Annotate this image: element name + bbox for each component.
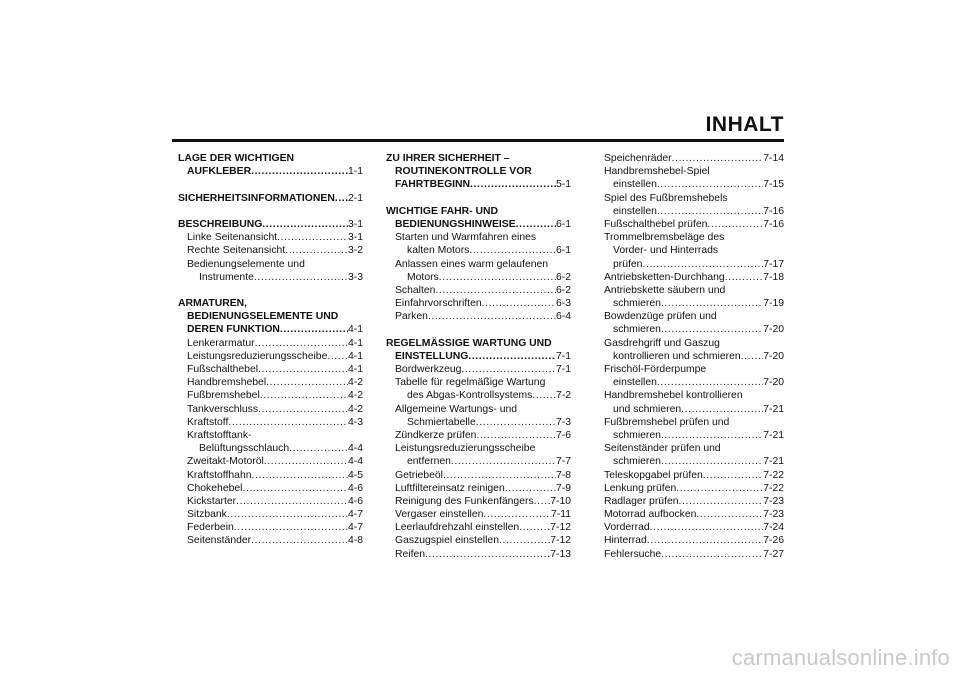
dot-leader <box>258 363 348 376</box>
toc-entry[interactable] <box>178 469 363 482</box>
toc-entry[interactable] <box>604 495 784 508</box>
section-gap <box>178 178 363 191</box>
dot-leader <box>234 521 348 534</box>
toc-entry-title: Motorrad aufbocken <box>604 509 697 521</box>
toc-page-number: 2-1 <box>347 192 363 204</box>
toc-entry-title: WICHTIGE FAHR- UND <box>386 205 498 217</box>
toc-page-number: 4-7 <box>347 522 363 534</box>
dot-leader <box>425 548 550 561</box>
dot-leader <box>657 205 763 218</box>
toc-entry[interactable] <box>386 429 571 442</box>
dot-leader <box>428 310 556 323</box>
toc-page-number: 7-24 <box>763 522 784 534</box>
toc-page-number: 7-21 <box>763 403 784 415</box>
toc-page-number: 4-2 <box>347 377 363 389</box>
toc-entry-title: Lenkerarmatur <box>187 337 255 349</box>
toc-entry-title: BESCHREIBUNG <box>178 218 263 230</box>
dot-leader <box>476 416 556 429</box>
toc-entry-title: Spiel des Fußbremshebels <box>604 192 728 204</box>
toc-entry-title: einstellen <box>613 179 657 191</box>
dot-leader <box>228 416 348 429</box>
toc-entry[interactable] <box>386 508 571 521</box>
dot-leader <box>703 469 763 482</box>
toc-entry[interactable] <box>386 548 571 561</box>
toc-entry[interactable] <box>178 482 363 495</box>
toc-page-number: 7-2 <box>555 390 571 402</box>
toc-entry[interactable] <box>604 337 784 363</box>
toc-page-number: 4-2 <box>347 390 363 402</box>
toc-page-number: 7-12 <box>550 535 571 547</box>
dot-leader <box>461 363 556 376</box>
toc-entry[interactable] <box>386 521 571 534</box>
toc-entry-title: Bedienungselemente und <box>187 258 305 270</box>
toc-page-number: 4-6 <box>347 495 363 507</box>
toc-entry-title: DEREN FUNKTION <box>187 324 280 336</box>
dot-leader <box>505 482 556 495</box>
toc-page-number: 7-6 <box>555 429 571 441</box>
toc-entry-title: AUFKLEBER <box>187 166 252 178</box>
toc-entry-title: BEDIENUNGSHINWEISE <box>395 218 516 230</box>
dot-leader <box>242 482 348 495</box>
toc-entry[interactable] <box>386 442 571 468</box>
toc-entry-title: Reifen <box>395 548 426 560</box>
toc-entry-title: Seitenständer prüfen und <box>604 443 721 455</box>
toc-page-number: 4-4 <box>347 443 363 455</box>
toc-page-number: 7-23 <box>763 495 784 507</box>
toc-entry-title: Teleskopgabel prüfen <box>604 469 703 481</box>
dot-leader <box>476 429 556 442</box>
toc-entry[interactable] <box>178 337 363 350</box>
toc-page-number: 7-11 <box>550 509 571 521</box>
toc-entry[interactable] <box>604 469 784 482</box>
toc-entry-title: Antriebsketten-Durchhang <box>604 271 725 283</box>
toc-entry-title: FAHRTBEGINN <box>395 179 471 191</box>
dot-leader <box>327 350 348 363</box>
toc-entry[interactable] <box>178 258 363 284</box>
toc-page-number: 7-12 <box>550 522 571 534</box>
toc-entry[interactable] <box>604 389 784 415</box>
toc-entry[interactable] <box>386 469 571 482</box>
dot-leader <box>285 244 348 257</box>
toc-entry-title: Bordwerkzeug <box>395 364 462 375</box>
toc-entry[interactable] <box>386 534 571 547</box>
watermark: carmanualsonline.info <box>731 645 950 670</box>
toc-entry-title: Speichenräder <box>604 153 672 164</box>
toc-page-number: 4-1 <box>347 324 363 336</box>
toc-column-1 <box>178 152 363 548</box>
dot-leader <box>468 350 556 363</box>
dot-leader <box>672 152 764 165</box>
dot-leader <box>661 548 763 561</box>
toc-entry[interactable] <box>178 389 363 402</box>
section-gap <box>178 205 363 218</box>
section-gap <box>386 192 571 205</box>
toc-page-number: 3-1 <box>347 218 363 230</box>
toc-entry-title: Kraftstofftank- <box>187 429 252 441</box>
toc-page-number: 6-2 <box>555 271 571 283</box>
toc-entry-title: kontrollieren und schmieren <box>613 350 741 362</box>
toc-entry-title: einstellen <box>613 377 657 389</box>
toc-entry-title: Belüftungsschlauch <box>199 443 290 455</box>
toc-entry[interactable] <box>604 508 784 521</box>
toc-entry[interactable] <box>604 284 784 310</box>
toc-entry-title: LAGE DER WICHTIGEN <box>178 153 295 164</box>
toc-entry-title: Vergaser einstellen <box>395 509 484 521</box>
toc-entry-title: Getriebeöl <box>395 469 443 481</box>
dot-leader <box>227 508 348 521</box>
toc-entry-title: Radlager prüfen <box>604 495 679 507</box>
dot-leader <box>519 521 550 534</box>
toc-page-number: 4-2 <box>347 403 363 415</box>
toc-entry-title: Gasdrehgriff und Gaszug <box>604 337 720 349</box>
toc-entry[interactable] <box>386 363 571 376</box>
toc-entry-title: Handbremshebel kontrollieren <box>604 390 743 402</box>
toc-entry-title: Lenkung prüfen <box>604 482 677 494</box>
toc-entry[interactable] <box>604 218 784 231</box>
toc-entry[interactable] <box>604 165 784 191</box>
toc-entry-title: Luftfiltereinsatz reinigen <box>395 482 505 494</box>
toc-page-number: 6-1 <box>555 218 571 230</box>
toc-entry[interactable] <box>178 495 363 508</box>
toc-entry-title: Zündkerze prüfen <box>395 429 477 441</box>
toc-entry[interactable] <box>178 429 363 455</box>
toc-entry[interactable] <box>386 403 571 429</box>
dot-leader <box>451 455 556 468</box>
toc-entry[interactable] <box>604 271 784 284</box>
toc-page-number: 7-8 <box>555 469 571 481</box>
toc-page-number: 6-3 <box>555 298 571 310</box>
toc-entry-title: Tabelle für regelmäßige Wartung <box>395 377 546 389</box>
toc-page-number: 4-1 <box>347 337 363 349</box>
dot-leader <box>516 218 556 231</box>
dot-leader <box>470 178 556 191</box>
toc-entry-title: BEDIENUNGSELEMENTE UND <box>187 311 339 323</box>
toc-page-number: 7-9 <box>555 482 571 494</box>
toc-entry-title: Vorder- und Hinterrads <box>613 245 719 257</box>
toc-entry[interactable] <box>604 310 784 336</box>
dot-leader <box>435 284 556 297</box>
toc-entry[interactable] <box>604 442 784 468</box>
dot-leader <box>483 508 551 521</box>
toc-entry[interactable] <box>604 231 784 271</box>
toc-entry-title: Seitenständer <box>187 535 252 547</box>
toc-entry-title: prüfen <box>613 258 643 270</box>
toc-entry[interactable] <box>386 231 571 257</box>
toc-entry[interactable] <box>604 521 784 534</box>
toc-page-number: 4-8 <box>347 535 363 547</box>
toc-entry-title: EINSTELLUNG <box>395 350 469 362</box>
toc-entry[interactable] <box>178 350 363 363</box>
dot-leader <box>661 455 763 468</box>
dot-leader <box>255 337 348 350</box>
toc-entry-title: Antriebskette säubern und <box>604 284 726 296</box>
toc-entry-title: Fußschalthebel <box>187 364 259 375</box>
toc-entry[interactable] <box>386 258 571 284</box>
dot-leader <box>277 231 348 244</box>
toc-entry[interactable] <box>604 416 784 442</box>
toc-entry-title: Kraftstoff <box>187 416 229 428</box>
toc-page-number: 3-1 <box>347 232 363 244</box>
toc-entry-title: Parken <box>395 311 428 323</box>
toc-entry-title: ARMATUREN, <box>178 298 248 310</box>
toc-page-number: 7-21 <box>763 456 784 468</box>
toc-entry-title: Handbremshebel <box>187 377 267 389</box>
toc-page-number: 4-7 <box>347 509 363 521</box>
dot-leader <box>469 244 556 257</box>
toc-entry-title: ZU IHRER SICHERHEIT – <box>386 153 510 164</box>
toc-entry-title: schmieren <box>613 456 661 468</box>
dot-leader <box>251 165 348 178</box>
dot-leader <box>534 495 551 508</box>
toc-section[interactable] <box>178 152 363 178</box>
toc-entry-title: Schmiertabelle <box>407 416 476 428</box>
toc-entry[interactable] <box>386 376 571 402</box>
dot-leader <box>236 495 348 508</box>
toc-section[interactable] <box>386 205 571 231</box>
toc-entry-title: Allgemeine Wartungs- und <box>395 403 518 415</box>
toc-page-number: 7-14 <box>763 153 784 164</box>
toc-page-number: 7-16 <box>763 218 784 230</box>
toc-entry-title: und schmieren <box>613 403 682 415</box>
toc-page-number: 7-1 <box>555 364 571 375</box>
toc-entry-title: Schalten <box>395 284 436 296</box>
toc-entry-title: einstellen <box>613 205 657 217</box>
dot-leader <box>707 218 763 231</box>
toc-entry-title: Fußbremshebel prüfen und <box>604 416 730 428</box>
toc-entry-title: kalten Motors <box>407 245 470 257</box>
toc-column-3 <box>604 152 784 561</box>
toc-page-number: 7-23 <box>763 509 784 521</box>
toc-page-number: 7-22 <box>763 469 784 481</box>
title-rule <box>172 139 784 142</box>
toc-entry-title: Fußschalthebel prüfen <box>604 218 708 230</box>
dot-leader <box>650 521 764 534</box>
toc-page-number: 7-13 <box>550 548 571 560</box>
toc-entry[interactable] <box>178 416 363 429</box>
toc-entry-title: Trommelbremsbeläge des <box>604 232 725 244</box>
toc-page-number: 7-1 <box>555 350 571 362</box>
dot-leader <box>642 258 763 271</box>
toc-page-number: 4-4 <box>347 456 363 468</box>
dot-leader <box>532 389 556 402</box>
toc-page-number: 7-22 <box>763 482 784 494</box>
dot-leader <box>251 534 348 547</box>
toc-page-number: 7-3 <box>555 416 571 428</box>
toc-entry[interactable] <box>178 376 363 389</box>
toc-entry-title: Kickstarter <box>187 495 237 507</box>
dot-leader <box>657 178 763 191</box>
toc-page-number: 4-5 <box>347 469 363 481</box>
toc-entry-title: Rechte Seitenansicht <box>187 245 286 257</box>
dot-leader <box>258 403 348 416</box>
dot-leader <box>661 429 763 442</box>
section-gap <box>178 284 363 297</box>
toc-entry[interactable] <box>178 231 363 244</box>
toc-page-number: 7-16 <box>763 205 784 217</box>
toc-entry[interactable] <box>178 508 363 521</box>
toc-entry-title: Einfahrvorschriften <box>395 298 482 310</box>
toc-entry-title: Kraftstoffhahn <box>187 469 252 481</box>
toc-entry[interactable] <box>386 482 571 495</box>
toc-entry-title: Vorderrad <box>604 522 650 534</box>
toc-page-number: 7-26 <box>763 535 784 547</box>
toc-entry-title: Leistungsreduzierungsscheibe <box>395 443 536 455</box>
toc-entry-title: schmieren <box>613 298 661 310</box>
toc-page-number: 4-1 <box>347 350 363 362</box>
dot-leader <box>280 323 348 336</box>
dot-leader <box>252 469 348 482</box>
toc-entry-title: Chokehebel <box>187 482 243 494</box>
dot-leader <box>439 271 556 284</box>
toc-entry-title: Handbremshebel-Spiel <box>604 166 710 178</box>
dot-leader <box>681 403 763 416</box>
toc-page-number: 1-1 <box>347 166 363 178</box>
toc-entry-title: Zweitakt-Motoröl <box>187 456 264 468</box>
toc-page-number: 3-2 <box>347 245 363 257</box>
toc-page-number: 5-1 <box>555 179 571 191</box>
toc-page-number: 7-21 <box>763 429 784 441</box>
dot-leader <box>661 297 763 310</box>
toc-entry[interactable] <box>604 548 784 561</box>
toc-entry-title: des Abgas-Kontrollsystems <box>407 390 533 402</box>
dot-leader <box>676 482 763 495</box>
toc-entry[interactable] <box>386 495 571 508</box>
section-gap <box>386 323 571 336</box>
dot-leader <box>647 534 763 547</box>
dot-leader <box>260 389 348 402</box>
toc-entry[interactable] <box>386 284 571 297</box>
toc-entry[interactable] <box>604 482 784 495</box>
dot-leader <box>696 508 763 521</box>
dot-leader <box>482 297 556 310</box>
toc-entry[interactable] <box>178 363 363 376</box>
toc-entry-title: SICHERHEITSINFORMATIONEN <box>178 192 335 204</box>
toc-page-number: 4-1 <box>347 364 363 375</box>
dot-leader <box>725 271 763 284</box>
toc-entry[interactable] <box>178 534 363 547</box>
toc-section[interactable] <box>386 152 571 192</box>
toc-page-number: 7-20 <box>763 324 784 336</box>
toc-section[interactable] <box>178 218 363 231</box>
toc-entry-title: Sitzbank <box>187 509 227 521</box>
dot-leader <box>657 376 763 389</box>
toc-entry-title: Fußbremshebel <box>187 390 260 402</box>
toc-section[interactable] <box>178 297 363 337</box>
toc-column-2 <box>386 152 571 561</box>
toc-entry[interactable] <box>604 534 784 547</box>
toc-section[interactable] <box>178 192 363 205</box>
toc-entry[interactable] <box>178 244 363 257</box>
dot-leader <box>679 495 764 508</box>
dot-leader <box>289 442 348 455</box>
toc-entry-title: Anlassen eines warm gelaufenen <box>395 258 549 270</box>
toc-page-number: 7-20 <box>763 377 784 389</box>
toc-page-number: 7-20 <box>763 350 784 362</box>
dot-leader <box>266 376 348 389</box>
toc-entry-title: REGELMÄSSIGE WARTUNG UND <box>386 337 552 349</box>
toc-page-number: 7-27 <box>763 548 784 560</box>
toc-page-number: 6-1 <box>555 245 571 257</box>
toc-entry-title: Bowdenzüge prüfen und <box>604 311 717 323</box>
toc-entry-title: schmieren <box>613 429 661 441</box>
dot-leader <box>264 455 348 468</box>
toc-entry-title: Hinterrad <box>604 535 647 547</box>
toc-entry-title: schmieren <box>613 324 661 336</box>
toc-entry[interactable] <box>386 310 571 323</box>
toc-page-number: 7-15 <box>763 179 784 191</box>
toc-entry[interactable] <box>604 152 784 165</box>
toc-page-number: 7-19 <box>763 298 784 310</box>
toc-page-number: 3-3 <box>347 271 363 283</box>
dot-leader <box>661 323 763 336</box>
dot-leader <box>254 271 348 284</box>
toc-page-number: 7-10 <box>550 495 571 507</box>
toc-entry-title: Fehlersuche <box>604 548 662 560</box>
page-title: INHALT <box>705 113 784 136</box>
toc-entry-title: Federbein <box>187 522 234 534</box>
toc-entry[interactable] <box>178 521 363 534</box>
toc-entry[interactable] <box>386 297 571 310</box>
toc-entry-title: Tankverschluss <box>187 403 259 415</box>
dot-leader <box>262 218 348 231</box>
toc-entry[interactable] <box>604 192 784 218</box>
toc-entry-title: Leistungsreduzierungsscheibe <box>187 350 328 362</box>
toc-page-number: 7-17 <box>763 258 784 270</box>
toc-entry-title: Reinigung des Funkenfängers <box>395 495 534 507</box>
toc-page-number: 6-4 <box>555 311 571 323</box>
toc-entry-title: Frischöl-Förderpumpe <box>604 364 707 375</box>
toc-page-number: 4-3 <box>347 416 363 428</box>
toc-entry-title: Leerlaufdrehzahl einstellen <box>395 522 520 534</box>
toc-entry-title: Instrumente <box>199 271 254 283</box>
dot-leader <box>443 469 556 482</box>
toc-entry-title: Motors <box>407 271 439 283</box>
toc-entry-title: Starten und Warmfahren eines <box>395 232 537 244</box>
toc-entry-title: Linke Seitenansicht <box>187 232 278 244</box>
dot-leader <box>499 534 550 547</box>
toc-entry[interactable] <box>178 455 363 468</box>
dot-leader <box>335 192 348 205</box>
toc-page-number: 7-7 <box>555 456 571 468</box>
toc-page-number: 6-2 <box>555 284 571 296</box>
toc-entry[interactable] <box>178 403 363 416</box>
toc-entry[interactable] <box>604 363 784 389</box>
toc-entry-title: Gaszugspiel einstellen <box>395 535 499 547</box>
dot-leader <box>741 350 764 363</box>
toc-page-number: 7-18 <box>763 271 784 283</box>
toc-page-number: 4-6 <box>347 482 363 494</box>
toc-entry-title: ROUTINEKONTROLLE VOR <box>395 166 532 178</box>
toc-section[interactable] <box>386 337 571 363</box>
toc-entry-title: entfernen <box>407 456 451 468</box>
